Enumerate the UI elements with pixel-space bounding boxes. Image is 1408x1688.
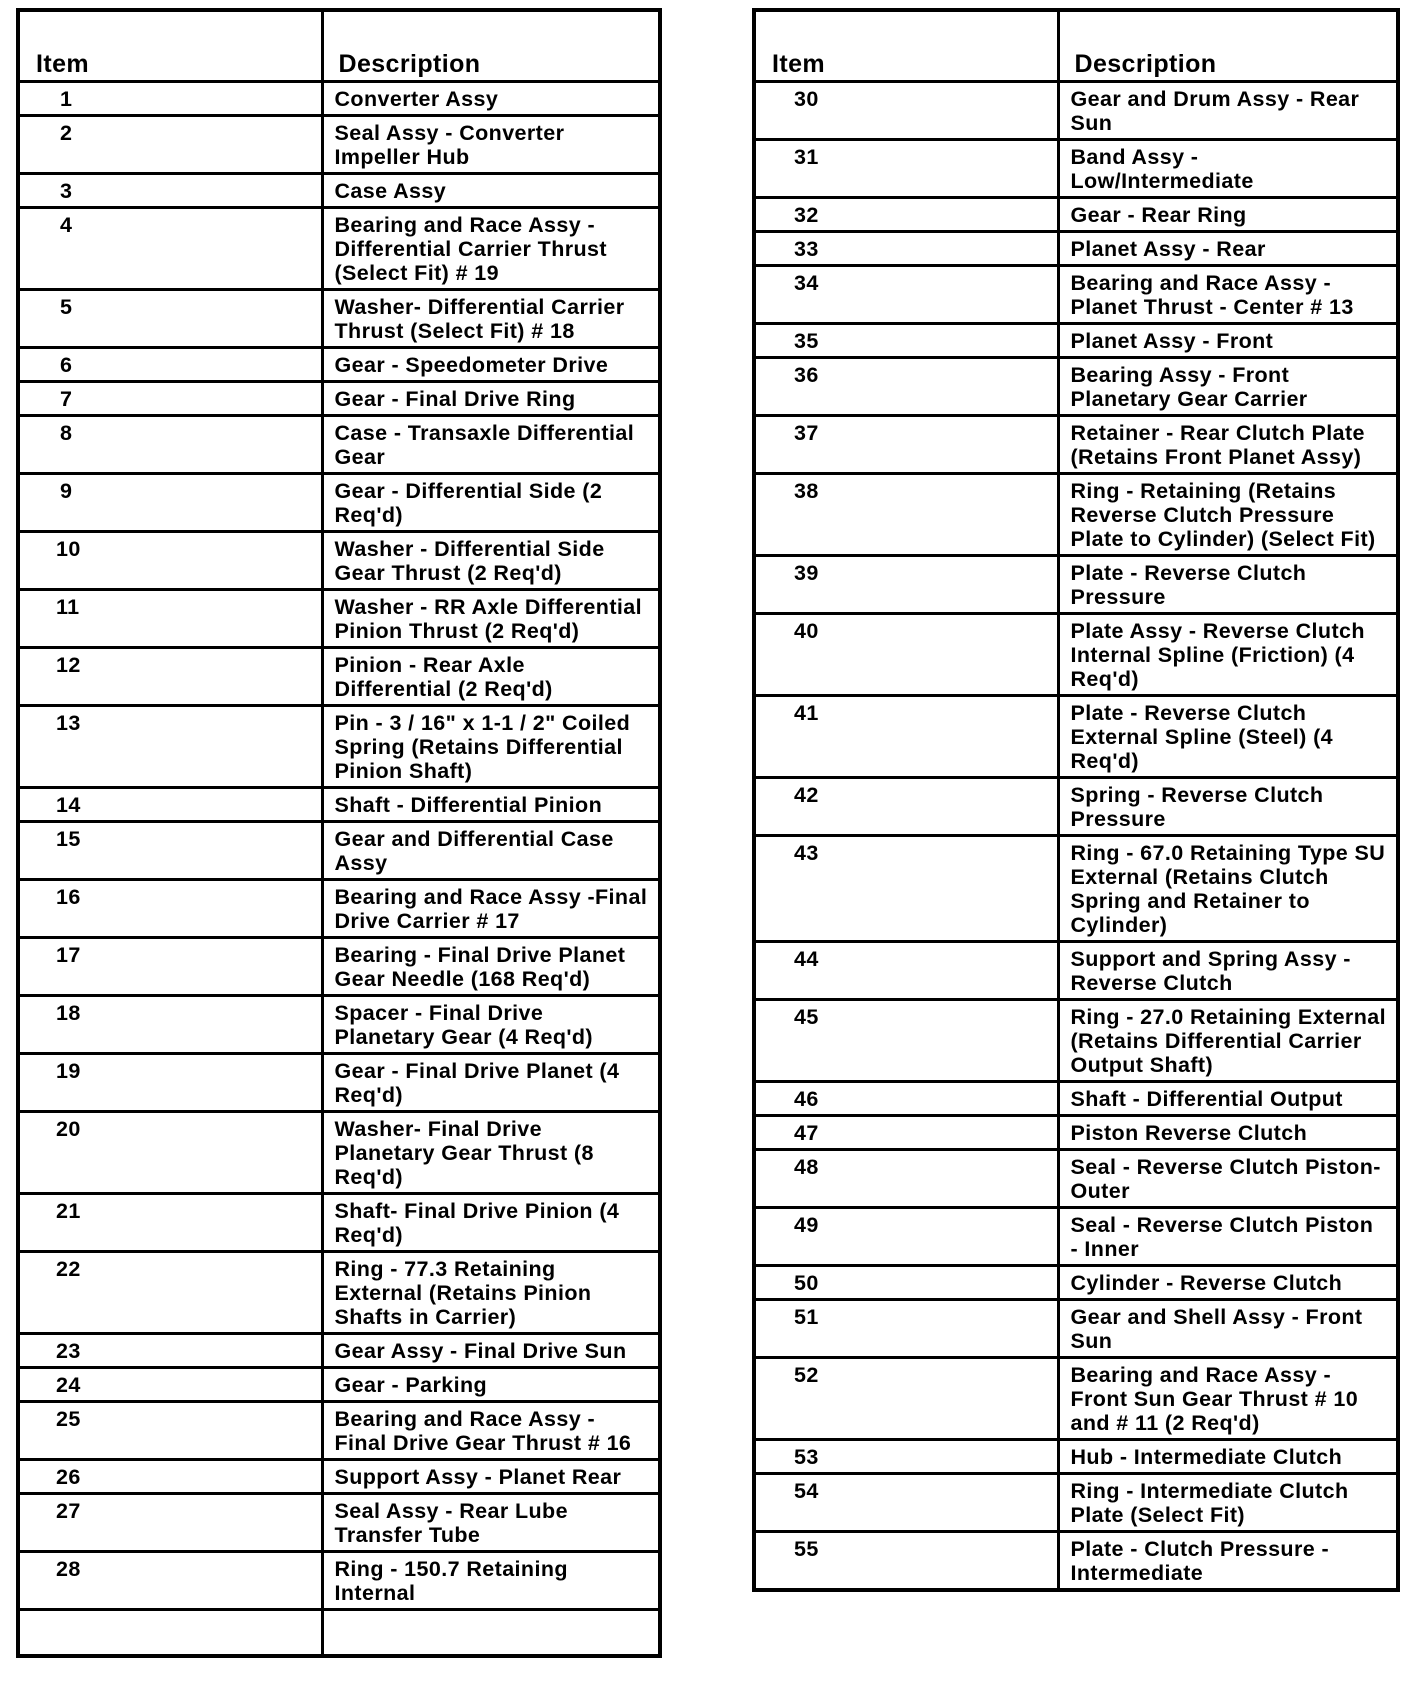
table-row: [18, 788, 660, 822]
item-description: Bearing - Final Drive Planet Gear Needle (168 Req'd): [322, 938, 660, 996]
item-number: 21: [18, 1194, 322, 1252]
item-number: 38: [754, 474, 1058, 556]
table-row: [18, 348, 660, 382]
table-row: [754, 1150, 1398, 1208]
table-row: [18, 1054, 660, 1112]
table-row: [18, 590, 660, 648]
item-number: 24: [18, 1368, 322, 1402]
item-description: Case - Transaxle Differential Gear: [322, 416, 660, 474]
item-description: Plate - Reverse Clutch External Spline (Steel) (4 Req'd): [1058, 696, 1398, 778]
item-description: Gear and Differential Case Assy: [322, 822, 660, 880]
item-number: 4: [18, 208, 322, 290]
table-row: [18, 996, 660, 1054]
item-description: Plate Assy - Reverse Clutch Internal Spline (Friction) (4 Req'd): [1058, 614, 1398, 696]
item-number: 31: [754, 140, 1058, 198]
item-description: Bearing and Race Assy - Differential Carrier Thrust (Select Fit) # 19: [322, 208, 660, 290]
item-number: 6: [18, 348, 322, 382]
item-number: 30: [754, 82, 1058, 140]
table-row: [754, 1208, 1398, 1266]
item-number: 13: [18, 706, 322, 788]
item-description: Planet Assy - Front: [1058, 324, 1398, 358]
parts-list-right: [754, 82, 1398, 1591]
item-description: Gear Assy - Final Drive Sun: [322, 1334, 660, 1368]
table-row: [754, 140, 1398, 198]
table-row: [754, 1000, 1398, 1082]
item-description: Pin - 3 / 16" x 1-1 / 2" Coiled Spring (Retains Differential Pinion Shaft): [322, 706, 660, 788]
table-row: [754, 1474, 1398, 1532]
empty-row: [18, 1610, 660, 1657]
item-description: Seal - Reverse Clutch Piston- Outer: [1058, 1150, 1398, 1208]
table-row: [18, 1252, 660, 1334]
item-description: Hub - Intermediate Clutch: [1058, 1440, 1398, 1474]
table-row: [754, 1532, 1398, 1591]
table-row: [18, 382, 660, 416]
table-row: [18, 880, 660, 938]
item-number: 34: [754, 266, 1058, 324]
item-number: 23: [18, 1334, 322, 1368]
table-row: [18, 532, 660, 590]
item-number: 25: [18, 1402, 322, 1460]
item-number: 35: [754, 324, 1058, 358]
item-description: Bearing and Race Assy - Front Sun Gear Thrust # 10 and # 11 (2 Req'd): [1058, 1358, 1398, 1440]
item-description: Gear - Final Drive Planet (4 Req'd): [322, 1054, 660, 1112]
column-header-description: Description: [1058, 10, 1398, 82]
item-number: 18: [18, 996, 322, 1054]
table-row: [754, 614, 1398, 696]
item-number: 15: [18, 822, 322, 880]
item-number: 20: [18, 1112, 322, 1194]
column-header-description: Description: [322, 10, 660, 82]
item-number: 44: [754, 942, 1058, 1000]
item-description: Gear - Rear Ring: [1058, 198, 1398, 232]
item-number: 40: [754, 614, 1058, 696]
table-row: [754, 1300, 1398, 1358]
empty-cell: [322, 1610, 660, 1657]
parts-table-left: [16, 8, 662, 1658]
item-number: 48: [754, 1150, 1058, 1208]
item-description: Ring - Retaining (Retains Reverse Clutch Pressure Plate to Cylinder) (Select Fit): [1058, 474, 1398, 556]
item-number: 8: [18, 416, 322, 474]
header-row: [18, 10, 660, 82]
item-number: 55: [754, 1532, 1058, 1591]
item-number: 47: [754, 1116, 1058, 1150]
item-description: Spring - Reverse Clutch Pressure: [1058, 778, 1398, 836]
item-description: Washer- Differential Carrier Thrust (Select Fit) # 18: [322, 290, 660, 348]
table-row: [18, 290, 660, 348]
item-number: 33: [754, 232, 1058, 266]
table-row: [754, 82, 1398, 140]
table-row: [18, 174, 660, 208]
table-row: [754, 778, 1398, 836]
table-row: [18, 116, 660, 174]
table-row: [18, 938, 660, 996]
table-row: [754, 232, 1398, 266]
item-number: 27: [18, 1494, 322, 1552]
item-description: Ring - Intermediate Clutch Plate (Select Fit): [1058, 1474, 1398, 1532]
item-number: 1: [18, 82, 322, 116]
item-number: 41: [754, 696, 1058, 778]
item-number: 36: [754, 358, 1058, 416]
item-number: 37: [754, 416, 1058, 474]
item-description: Piston Reverse Clutch: [1058, 1116, 1398, 1150]
table-row: [18, 1552, 660, 1610]
item-number: 45: [754, 1000, 1058, 1082]
item-description: Bearing and Race Assy -Final Drive Carrier # 17: [322, 880, 660, 938]
table-row: [18, 822, 660, 880]
item-number: 54: [754, 1474, 1058, 1532]
table-row: [754, 324, 1398, 358]
item-description: Shaft - Differential Pinion: [322, 788, 660, 822]
item-description: Ring - 67.0 Retaining Type SU External (Retains Clutch Spring and Retainer to Cylinder): [1058, 836, 1398, 942]
item-number: 53: [754, 1440, 1058, 1474]
table-row: [754, 1116, 1398, 1150]
item-description: Ring - 77.3 Retaining External (Retains Pinion Shafts in Carrier): [322, 1252, 660, 1334]
item-description: Washer - Differential Side Gear Thrust (2 Req'd): [322, 532, 660, 590]
item-number: 46: [754, 1082, 1058, 1116]
item-number: 43: [754, 836, 1058, 942]
item-description: Gear and Shell Assy - Front Sun: [1058, 1300, 1398, 1358]
item-number: 14: [18, 788, 322, 822]
table-row: [18, 208, 660, 290]
table-row: [18, 1334, 660, 1368]
header-row: [754, 10, 1398, 82]
empty-cell: [18, 1610, 322, 1657]
item-number: 5: [18, 290, 322, 348]
item-description: Band Assy - Low/Intermediate: [1058, 140, 1398, 198]
table-row: [754, 836, 1398, 942]
item-description: Gear and Drum Assy - Rear Sun: [1058, 82, 1398, 140]
item-description: Plate - Reverse Clutch Pressure: [1058, 556, 1398, 614]
item-number: 26: [18, 1460, 322, 1494]
item-description: Seal Assy - Converter Impeller Hub: [322, 116, 660, 174]
item-description: Shaft - Differential Output: [1058, 1082, 1398, 1116]
table-row: [18, 82, 660, 116]
table-row: [754, 198, 1398, 232]
item-number: 2: [18, 116, 322, 174]
item-description: Gear - Speedometer Drive: [322, 348, 660, 382]
table-row: [18, 706, 660, 788]
item-description: Spacer - Final Drive Planetary Gear (4 Req'd): [322, 996, 660, 1054]
table-row: [754, 416, 1398, 474]
item-description: Washer- Final Drive Planetary Gear Thrust (8 Req'd): [322, 1112, 660, 1194]
item-description: Case Assy: [322, 174, 660, 208]
item-description: Bearing and Race Assy - Final Drive Gear Thrust # 16: [322, 1402, 660, 1460]
item-number: 16: [18, 880, 322, 938]
item-number: 12: [18, 648, 322, 706]
table-row: [18, 1368, 660, 1402]
item-description: Gear - Final Drive Ring: [322, 382, 660, 416]
item-description: Seal - Reverse Clutch Piston - Inner: [1058, 1208, 1398, 1266]
table-row: [18, 416, 660, 474]
item-number: 52: [754, 1358, 1058, 1440]
table-row: [754, 474, 1398, 556]
item-number: 32: [754, 198, 1058, 232]
table-row: [754, 1266, 1398, 1300]
item-number: 51: [754, 1300, 1058, 1358]
parts-list-left: [18, 82, 660, 1657]
item-number: 42: [754, 778, 1058, 836]
item-number: 11: [18, 590, 322, 648]
column-header-item: Item: [18, 10, 322, 82]
item-description: Bearing Assy - Front Planetary Gear Carrier: [1058, 358, 1398, 416]
table-row: [18, 1494, 660, 1552]
table-row: [18, 1402, 660, 1460]
table-row: [754, 1440, 1398, 1474]
item-description: Seal Assy - Rear Lube Transfer Tube: [322, 1494, 660, 1552]
table-row: [18, 1112, 660, 1194]
table-row: [754, 1082, 1398, 1116]
table-row: [754, 696, 1398, 778]
item-description: Bearing and Race Assy - Planet Thrust - Center # 13: [1058, 266, 1398, 324]
item-number: 17: [18, 938, 322, 996]
item-description: Washer - RR Axle Differential Pinion Thrust (2 Req'd): [322, 590, 660, 648]
table-row: [754, 358, 1398, 416]
item-description: Converter Assy: [322, 82, 660, 116]
column-header-item: Item: [754, 10, 1058, 82]
item-description: Cylinder - Reverse Clutch: [1058, 1266, 1398, 1300]
item-description: Ring - 150.7 Retaining Internal: [322, 1552, 660, 1610]
item-description: Retainer - Rear Clutch Plate (Retains Front Planet Assy): [1058, 416, 1398, 474]
item-description: Planet Assy - Rear: [1058, 232, 1398, 266]
item-number: 19: [18, 1054, 322, 1112]
item-description: Gear - Parking: [322, 1368, 660, 1402]
parts-table-right: [752, 8, 1400, 1592]
table-row: [18, 474, 660, 532]
table-row: [754, 942, 1398, 1000]
item-description: Support and Spring Assy - Reverse Clutch: [1058, 942, 1398, 1000]
item-description: Support Assy - Planet Rear: [322, 1460, 660, 1494]
table-row: [18, 648, 660, 706]
item-number: 28: [18, 1552, 322, 1610]
item-number: 49: [754, 1208, 1058, 1266]
item-number: 3: [18, 174, 322, 208]
item-number: 7: [18, 382, 322, 416]
item-number: 50: [754, 1266, 1058, 1300]
item-description: Gear - Differential Side (2 Req'd): [322, 474, 660, 532]
table-row: [754, 266, 1398, 324]
table-row: [754, 556, 1398, 614]
item-number: 9: [18, 474, 322, 532]
item-description: Plate - Clutch Pressure - Intermediate: [1058, 1532, 1398, 1591]
item-description: Ring - 27.0 Retaining External (Retains Differential Carrier Output Shaft): [1058, 1000, 1398, 1082]
item-description: Pinion - Rear Axle Differential (2 Req'd): [322, 648, 660, 706]
table-row: [754, 1358, 1398, 1440]
table-row: [18, 1460, 660, 1494]
item-number: 10: [18, 532, 322, 590]
table-row: [18, 1194, 660, 1252]
item-number: 22: [18, 1252, 322, 1334]
item-number: 39: [754, 556, 1058, 614]
item-description: Shaft- Final Drive Pinion (4 Req'd): [322, 1194, 660, 1252]
